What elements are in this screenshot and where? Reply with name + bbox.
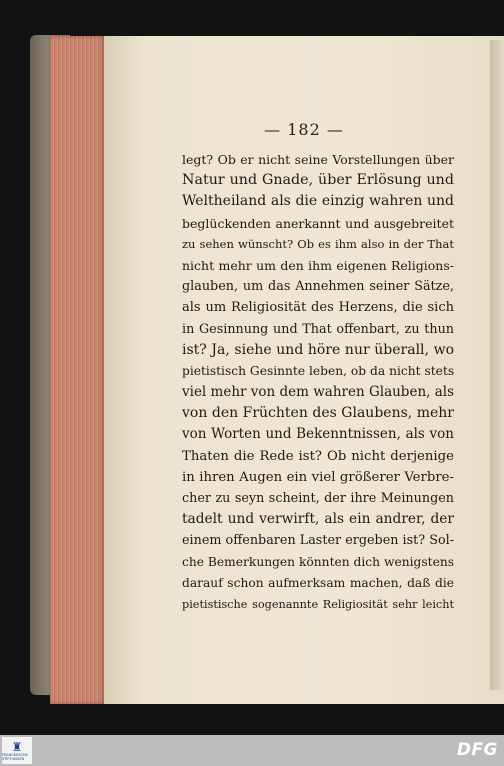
text-line: Weltheiland als die einzig wahren und (182, 193, 454, 210)
page-edges (50, 36, 105, 704)
text-line: in ihren Augen ein viel größerer Verbre- (182, 469, 454, 485)
orphanage-emblem-icon: ♜ (11, 739, 23, 754)
text-line: cher zu seyn scheint, der ihre Meinungen (182, 491, 454, 506)
text-line: tadelt und verwirft, als ein andrer, der (182, 511, 454, 528)
text-line: legt? Ob er nicht seine Vorstellungen über (182, 152, 454, 167)
text-line: Thaten die Rede ist? Ob nicht derjenige (182, 448, 454, 464)
text-line: von den Früchten des Glaubens, mehr (182, 405, 454, 422)
text-line: viel mehr von dem wahren Glauben, als (182, 384, 455, 401)
text-line: Natur und Gnade, über Erlösung und (182, 172, 454, 189)
facing-page-edge (490, 40, 504, 690)
text-line: pietistische sogenannte Religiosität sehr leicht (182, 597, 454, 611)
institution-logo[interactable] (2, 737, 32, 764)
book-page (104, 36, 504, 704)
text-line: glauben, um das Annehmen seiner Sätze, (182, 279, 454, 295)
text-line: ist? Ja, siehe und höre nur überall, wo (182, 341, 454, 358)
text-line: als um Religiosität des Herzens, die sich (182, 300, 454, 316)
institution-logo-text: FRANCKESCHE STIFTUNGEN (2, 752, 28, 761)
dfg-logo[interactable]: DFG (456, 740, 498, 760)
text-line: von Worten und Bekenntnissen, als von (182, 426, 454, 443)
text-line: in Gesinnung und That offenbart, zu thun (182, 321, 454, 337)
text-line: nicht mehr um den ihm eigenen Religions- (182, 257, 454, 273)
text-line: pietistisch Gesinnte leben, ob da nicht stets (182, 363, 455, 378)
text-line: beglückenden anerkannt und ausgebreitet (182, 215, 454, 231)
text-line: darauf schon aufmerksam machen, daß die (182, 575, 454, 590)
viewer-footer (0, 735, 504, 766)
page-text (182, 149, 454, 615)
text-line: che Bemerkungen könnten dich wenigstens (182, 554, 454, 569)
page-number: — 182 — (264, 120, 344, 139)
text-line: einem offenbaren Laster ergeben ist? Sol- (182, 533, 454, 549)
text-line: zu sehen wünscht? Ob es ihm also in der That (182, 236, 454, 251)
